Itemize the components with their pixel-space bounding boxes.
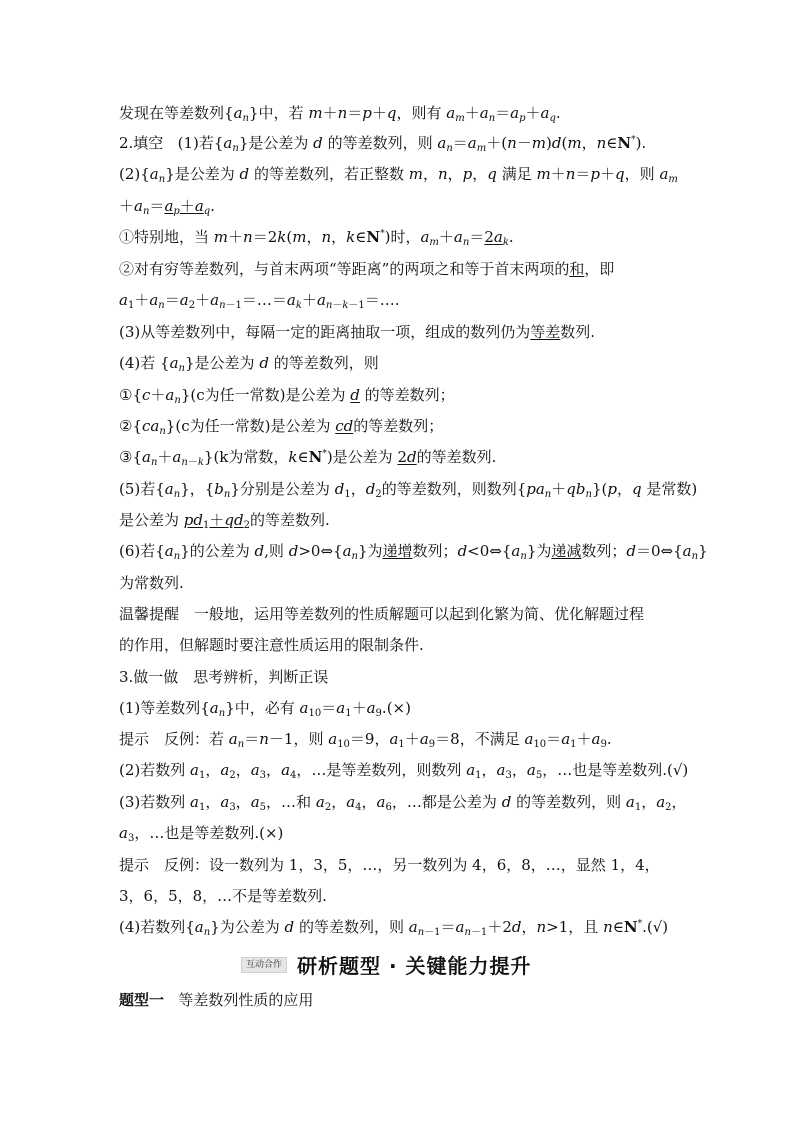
question-type-heading <box>119 990 313 1010</box>
question-type-label: 题型一 <box>119 991 165 1009</box>
section-title <box>241 950 532 979</box>
section-tag: 互动合作 <box>241 957 287 973</box>
text-line: 提示 反例：若 $a_n=n-1$，则 $a_{10}=9$，$a_1+a_9=8$，不满足 $a_{10}=a_1+a_9$. <box>119 730 612 750</box>
text-line: $①\{c+a_n\}(c$为任一常数)是公差为 d 的等差数列； <box>119 386 455 406</box>
text-line: 为常数列. <box>119 574 184 592</box>
text-line: 提示 反例：设一数列为 1，3，5，…，另一数列为 4，6，8，…，显然 1，4， <box>119 856 660 874</box>
text-line: $②\{ca_n\}(c$为任一常数)是公差为 cd的等差数列； <box>119 417 444 437</box>
text-line: (3)若数列 $a_1$，$a_3$，$a_5$，…和 $a_2$，$a_4$，$a_6$，…都是公差为 d 的等差数列，则 $a_1$，$a_2$， <box>119 793 687 813</box>
text-line: 3.做一做 思考辨析，判断正误 <box>119 668 329 686</box>
tip-text: 温馨提醒 一般地，运用等差数列的性质解题可以起到化繁为简、优化解题过程 <box>119 605 645 623</box>
text-line: (5)若$\{a_n\}$，$\{b_n\}$分别是公差为 $d_1$，$d_2$的等差数列，则数列$\{pa_n+qb_n\}(p$，q 是常数) <box>119 480 698 500</box>
text-line: ②对有穷等差数列，与首末两项“等距离”的两项之和等于首末两项的和，即 <box>119 260 615 278</box>
text-line: 是公差为 $pd_1+qd_2$的等差数列. <box>119 511 330 531</box>
text-line: (2)若数列 $a_1$，$a_2$，$a_3$，$a_4$，…是等差数列，则数列 $a_1$，$a_3$，$a_5$，…也是等差数列.(√) <box>119 761 689 781</box>
text-line: (6)若$\{a_n\}$的公差为 d,则 $d>0\Leftrightarrow\{a_n\}$为递增数列；$d<0\Leftrightarrow\{a_n\}$为递减数列；$d=0\Leftrightarrow\{a_n\}$ <box>119 542 708 562</box>
text-line: $(2)\{a_n\}$是公差为 d 的等差数列，若正整数 m，n，p，q 满足 m＋n＝p＋q，则 $a_m$ <box>119 165 678 185</box>
text-line: (4)若 $\{a_n\}$是公差为 d 的等差数列，则 <box>119 354 379 374</box>
text-line: 2.填空 (1)若$\{a_n\}$是公差为 d 的等差数列，则 $a_n=a_m+(n-m)d(m$，n∈N*). <box>119 134 647 154</box>
text-line: $a_3$，…也是等差数列.(×) <box>119 824 284 844</box>
text-line: ①特别地，当 m＋n＝2k(m，n，k∈N*)时，$a_m+a_n=2a_k$. <box>119 228 514 248</box>
text-line: (1)等差数列$\{a_n\}$中，必有 $a_{10}=a_1+a_9.(\times)$ <box>119 699 411 719</box>
text-line: (4)若数列$\{a_n\}$为公差为 d 的等差数列，则 $a_{n-1}=a_{n-1}+2d$，n>1，且 n∈N*.(√) <box>119 918 669 938</box>
tip-text: 的作用，但解题时要注意性质运用的限制条件. <box>119 636 424 654</box>
text-line: (3)从等差数列中，每隔一定的距离抽取一项，组成的数列仍为等差数列. <box>119 323 596 341</box>
question-type-title: 等差数列性质的应用 <box>178 991 314 1009</box>
text-line: 发现在等差数列$\{a_n\}$中，若 m＋n＝p＋q，则有 $a_m+a_n=a_p+a_q$. <box>119 104 561 124</box>
text-line: $+a_n=a_p+a_q$. <box>119 197 215 217</box>
text-line: $a_1+a_n=a_2+a_{n-1}=\dots=a_k+a_{n-k-1}=\dots$. <box>119 291 400 311</box>
section-heading: 研析题型 · 关键能力提升 <box>297 954 532 978</box>
text-line: 3，6，5，8，…不是等差数列. <box>119 887 327 905</box>
text-line: $③\{a_n+a_{n-k}\}(k$为常数，k∈N*)是公差为 2d的等差数列. <box>119 448 497 468</box>
